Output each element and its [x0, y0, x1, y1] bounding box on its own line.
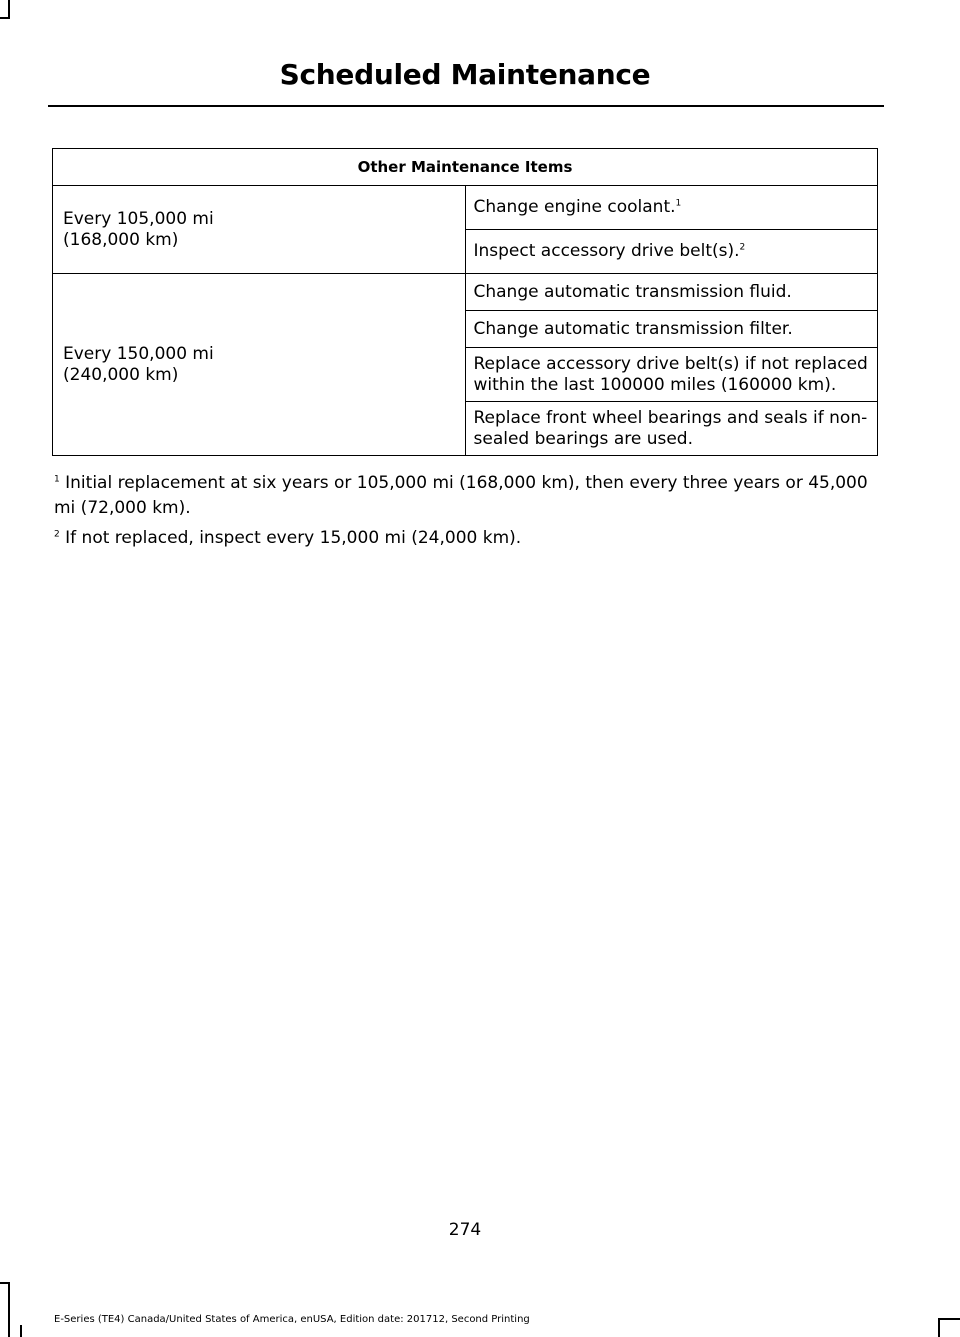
interval-text: Every 105,000 mi (168,000 km) — [63, 208, 214, 250]
interval-cell — [53, 274, 466, 456]
interval-text: Every 150,000 mi (240,000 km) — [63, 343, 214, 385]
crop-mark — [938, 1318, 960, 1320]
item-cell — [465, 348, 878, 402]
item-text: Change engine coolant. — [473, 197, 676, 217]
item-text: Replace accessory drive belt(s) if not replaced within the last 100000 miles (160000 km). — [473, 353, 868, 395]
crop-mark — [8, 1282, 10, 1337]
item-cell — [465, 186, 878, 230]
footnote-text: If not replaced, inspect every 15,000 mi (24,000 km). — [59, 528, 522, 548]
item-cell — [465, 311, 878, 348]
table-row — [53, 186, 878, 230]
footnote-ref: 1 — [675, 198, 682, 209]
crop-mark — [0, 1282, 10, 1284]
footnote — [54, 526, 874, 551]
item-cell — [465, 274, 878, 311]
item-cell — [465, 230, 878, 274]
crop-mark — [938, 1318, 940, 1337]
page-title: Scheduled Maintenance — [279, 58, 651, 91]
item-text: Inspect accessory drive belt(s). — [473, 241, 740, 261]
footnote-marker: 2 — [54, 529, 60, 540]
crop-mark — [0, 17, 10, 19]
crop-mark — [20, 1325, 22, 1337]
item-text: Change automatic transmission filter. — [473, 318, 793, 339]
item-text: Change automatic transmission fluid. — [473, 281, 792, 302]
interval-cell — [53, 186, 466, 274]
item-text: Replace front wheel bearings and seals if non-sealed bearings are used. — [473, 407, 868, 449]
footnotes — [54, 471, 874, 556]
crop-mark — [8, 0, 10, 18]
maintenance-table — [52, 148, 878, 456]
footnote-marker: 1 — [54, 474, 60, 485]
page-number: 274 — [448, 1220, 482, 1240]
footnote-text: Initial replacement at six years or 105,000 mi (168,000 km), then every three years or 45,000 mi (72,000 km). — [54, 473, 868, 518]
footer-edition-text: E-Series (TE4) Canada/United States of America, enUSA, Edition date: 201712, Second Printing — [54, 1314, 530, 1325]
table-row — [53, 274, 878, 311]
footnote — [54, 471, 874, 521]
table-title: Other Maintenance Items — [53, 149, 878, 186]
item-cell — [465, 402, 878, 456]
footnote-ref: 2 — [739, 242, 746, 253]
header-divider — [48, 105, 884, 107]
